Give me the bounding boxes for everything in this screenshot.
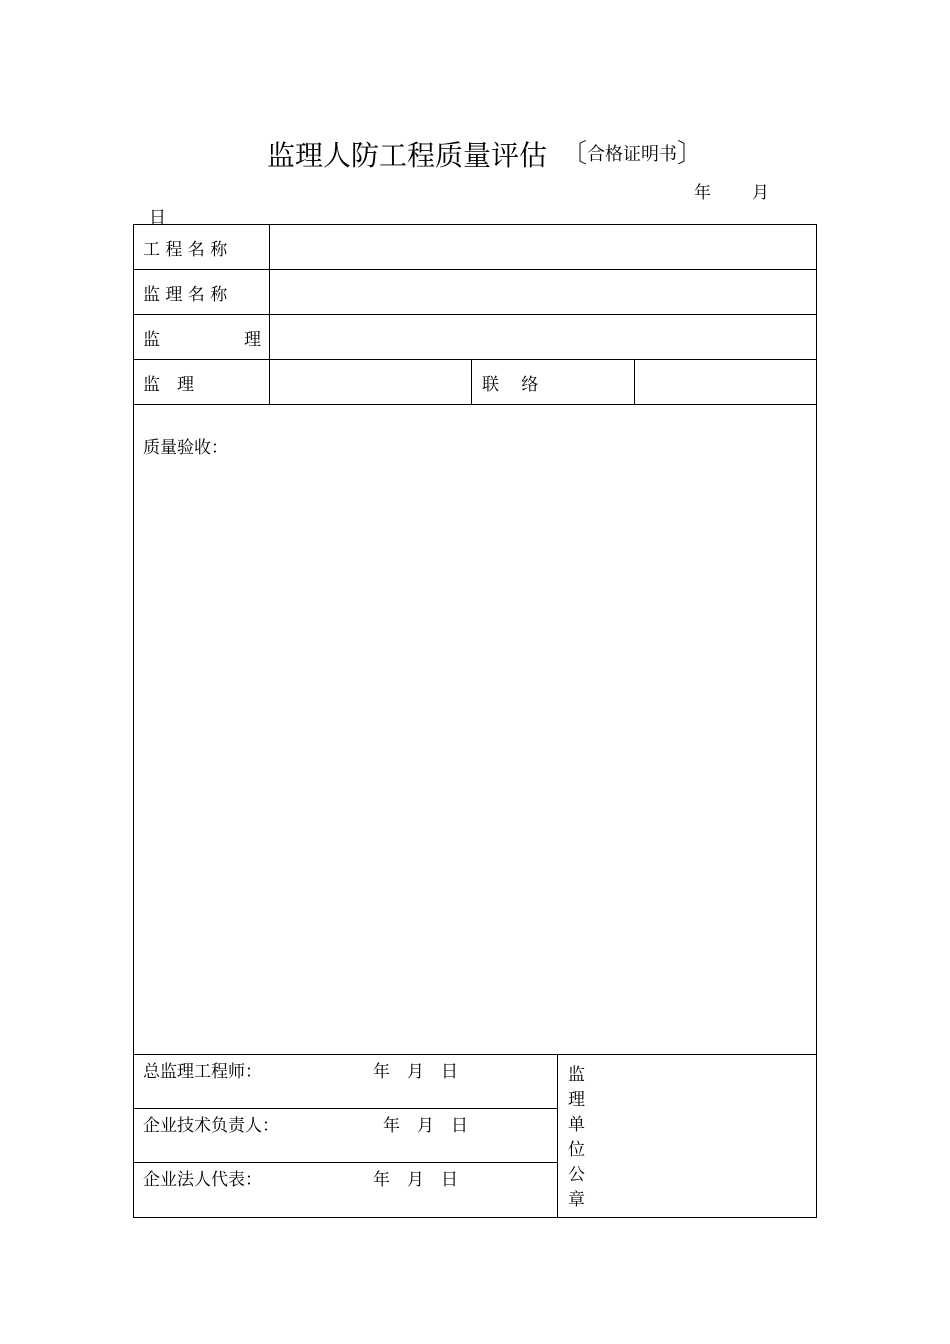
document-subtitle	[561, 139, 703, 170]
document-title: 监理人防工程质量评估	[267, 139, 548, 172]
contact-label: 联 络	[482, 375, 539, 395]
quality-acceptance-label: 质量验收：	[143, 438, 228, 458]
supervision-field[interactable]	[271, 316, 815, 358]
legal-rep-date: 年 月 日	[373, 1170, 458, 1190]
date-day: 日	[149, 208, 166, 228]
column-divider	[557, 1054, 558, 1217]
contact-field[interactable]	[636, 361, 815, 403]
column-divider	[269, 224, 270, 405]
seal-char: 监	[568, 1065, 585, 1085]
supervision-label-left: 监	[143, 330, 160, 350]
project-name-label-text: 工 程 名 称	[143, 240, 228, 260]
seal-char: 章	[568, 1190, 585, 1210]
seal-char: 单	[568, 1115, 585, 1135]
row-divider	[133, 1108, 558, 1109]
legal-rep-label: 企业法人代表：	[143, 1170, 262, 1190]
row-divider	[133, 404, 817, 405]
supervisor-label: 监 理	[143, 375, 194, 395]
bracket-close: 〕	[677, 139, 704, 169]
chief-engineer-label: 总监理工程师：	[143, 1062, 262, 1082]
supervision-name-field[interactable]	[271, 271, 815, 313]
seal-area[interactable]	[595, 1056, 815, 1216]
quality-acceptance-area[interactable]	[135, 460, 815, 1050]
project-name-field[interactable]	[271, 226, 815, 268]
column-divider	[634, 359, 635, 405]
row-divider	[133, 269, 817, 270]
row-divider	[133, 359, 817, 360]
seal-char: 公	[568, 1165, 585, 1185]
supervision-label-right: 理	[244, 330, 261, 350]
row-divider	[133, 314, 817, 315]
row-divider	[133, 1162, 558, 1163]
date-month: 月	[752, 183, 769, 203]
chief-engineer-date: 年 月 日	[373, 1062, 458, 1082]
tech-director-label: 企业技术负责人：	[143, 1116, 279, 1136]
date-year: 年	[694, 183, 711, 203]
supervision-name-label-text: 监 理 名 称	[143, 285, 228, 305]
seal-char: 位	[568, 1140, 585, 1160]
seal-char: 理	[568, 1090, 585, 1110]
tech-director-date: 年 月 日	[383, 1116, 468, 1136]
supervision-name-label	[143, 280, 261, 305]
seal-label	[568, 1063, 588, 1213]
supervisor-field[interactable]	[271, 361, 470, 403]
project-name-label	[143, 235, 261, 260]
row-divider	[133, 1054, 817, 1055]
subtitle-text: 合格证明书	[587, 144, 678, 165]
column-divider	[471, 359, 472, 405]
bracket-open: 〔	[561, 139, 588, 169]
